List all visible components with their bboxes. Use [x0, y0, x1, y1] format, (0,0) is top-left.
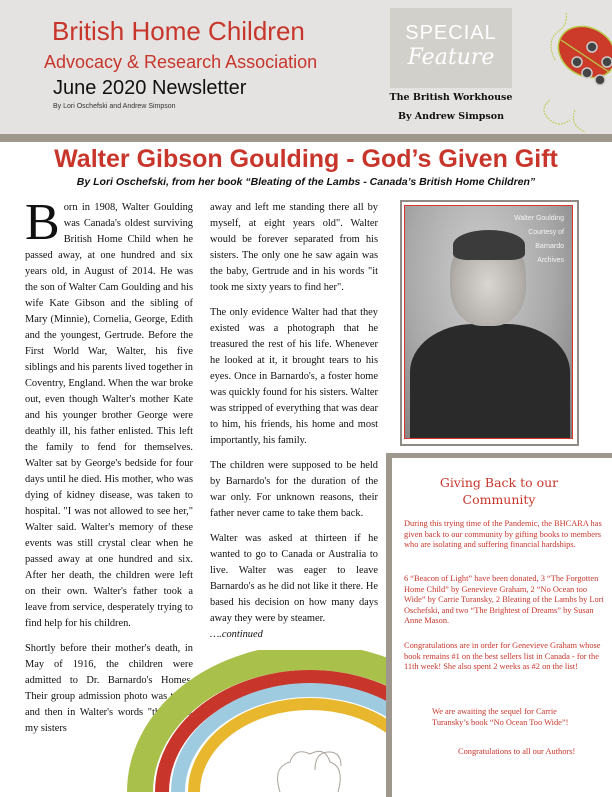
sidebar-paragraph: Congratulations are in order for Genevieve Graham whose book remains #1 on the best sellers list in Canada - for the 11th week! She also spent 2 weeks as #2 on the list!	[404, 641, 601, 672]
newsletter-issue: June 2020 Newsletter	[53, 77, 247, 99]
sidebar-title: Giving Back to our Community	[439, 475, 559, 507]
ladybug-illustration	[535, 0, 612, 135]
newsletter-authors: By Lori Oschefski and Andrew Simpson	[53, 103, 176, 110]
org-subtitle: Advocacy & Research Association	[44, 52, 318, 72]
sidebar-paragraph: During this trying time of the Pandemic, the BHCARA has given back to our community by gifting books to members who are isolating and suffering financial hardships.	[404, 519, 602, 550]
walter-goulding-photo	[404, 205, 573, 439]
article-column-2	[210, 200, 378, 643]
article-title: Walter Gibson Goulding - God’s Given Gift	[54, 145, 558, 173]
special-feature-author: By Andrew Simpson	[397, 111, 505, 122]
drop-cap: B	[25, 194, 60, 251]
article-paragraph: Born in 1908, Walter Goulding was Canada's oldest surviving British Home Child when he passed away, at one hundred and six years old, in August of 2014. He was the son of Walter Cam Goulding and his wife Kate Gibson and the sibling of Mary (Minnie), Cornelia, George, Edith and the youngest, Gertrude. Before the First World War, Walter, his five siblings and his parents lived together in Coventry, England. When the war broke out, even though Walter's mother Kate and his younger brother George were deathly ill, his father enlisted. This left the family to fend for themselves. Walter sat by George's bedside for four days until he died. His mother, who was dying of kidney disease, was taken to hospital. "I was not allowed to see her," Walter said. Walter's memory of these events was still crystal clear when he passed away at one hundred and six. After her death, the children were left on their own. Walter's father took a leave from service, desperately trying to find help for his children.	[25, 194, 193, 629]
special-feature-title: The British Workhouse	[389, 92, 513, 103]
article-paragraph: The children were supposed to be held by Barnardo's for the duration of the war only. For unknown reasons, their father never came to take them back.	[210, 460, 378, 519]
sidebar-paragraph: Congratulations to all our Authors!	[458, 747, 576, 756]
article-paragraph: away and left me standing there all by myself, at eight years old". Walter would be forever separated from his sisters. The only one he saw again was the baby, Gertrude and in his words "it took me sixty years to find her".	[210, 202, 378, 293]
sidebar-paragraph: We are awaiting the sequel for Carrie Turansky’s book “No Ocean Too Wide”!	[432, 707, 569, 727]
sidebar-paragraph: 6 “Beacon of Light” have been donated, 3 “The Forgotten Home Child” by Genevieve Graham, 2 “No Ocean too Wide” by Carrie Turansky, 2 Bleating of the Lambs by Lori Oschefski, and two “The Brightest of Dreams” by Susan Anne Mason.	[404, 574, 604, 626]
special-label: SPECIAL	[405, 22, 497, 44]
feature-label: Feature	[407, 45, 495, 70]
photo-caption: Walter Goulding Courtesy of Barnardo Archives	[514, 215, 564, 264]
org-title: British Home Children	[52, 16, 305, 46]
article-paragraph: Walter was asked at thirteen if he wanted to go to Canada or Australia to live. Walter was eager to leave Barnardo's as he did not like it there. He based his decision on how many days away they were by steamer.	[210, 533, 378, 624]
article-byline: By Lori Oschefski, from her book “Bleating of the Lambs - Canada’s British Home Children”	[76, 176, 536, 188]
header-divider	[0, 134, 612, 142]
article-paragraph: The only evidence Walter had that they existed was a photograph that he treasured the rest of his life. Whenever he looked at it, it brought tears to his eyes. Once in Barnardo's, a foster home was quickly found for his sisters. Walter was stripped of everything that was dear to him, his friends, his home and most importantly, his family.	[210, 307, 378, 446]
photo-figure-body	[410, 324, 570, 439]
continued-marker: ….continued	[210, 629, 263, 640]
special-feature-badge	[390, 8, 512, 88]
article-paragraph: Shortly before their mother's death, in May of 1916, the children were admitted to Dr. Barnardo's Homes. Their group admission photo was taken and then in Walter's words "they took my sisters	[25, 643, 193, 734]
